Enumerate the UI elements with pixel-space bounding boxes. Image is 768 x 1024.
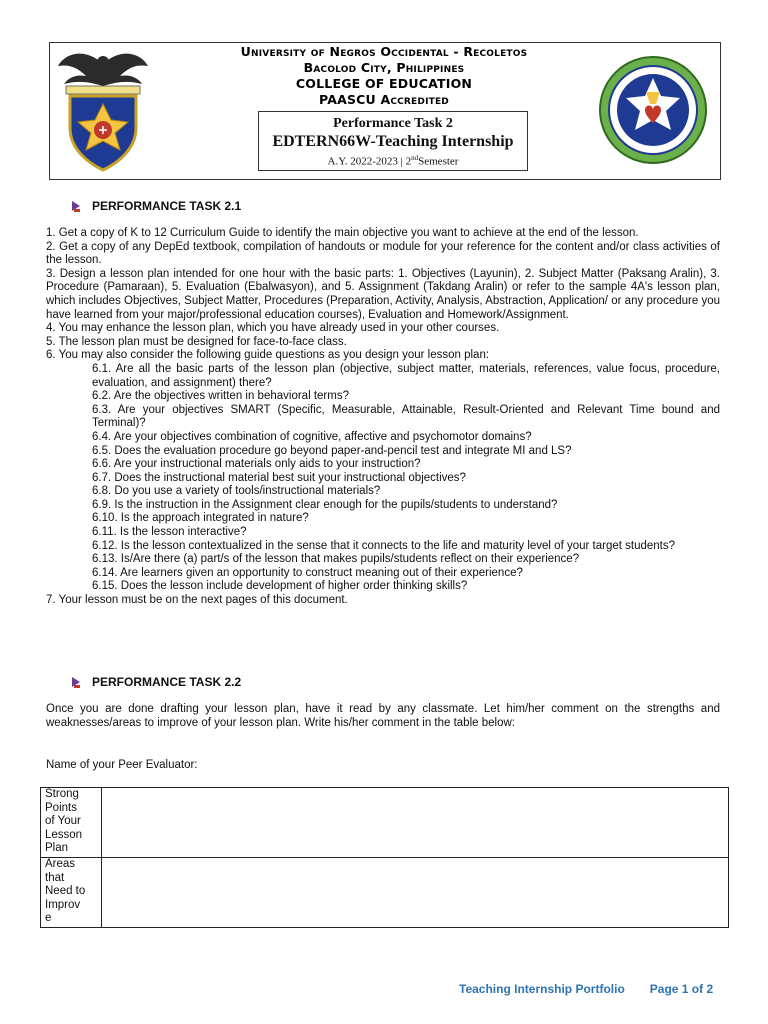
task-title: Performance Task 2 bbox=[333, 116, 453, 131]
task22-heading bbox=[70, 675, 241, 689]
task21-item-3: 3. Design a lesson plan intended for one hour with the basic parts: 1. Objectives (Layunin), 2. Subject Matter (Paksang Aralin), 3. Procedure (Pamaraan), 5. Evaluation (Ebalwasyon), and 5. Assignment (Takdang Aralin) or refer to the sample 4A's lesson plan, which includes Objectives, Subject Matter, Procedures (Preparation, Activity, Analysis, Abstraction, Application/ or any procedure you have learned from your major/professional education courses), Evaluation and Homework/Assignment. bbox=[46, 267, 720, 321]
task22-body bbox=[46, 703, 720, 730]
task21-item-1: 1. Get a copy of K to 12 Curriculum Guide to identify the main objective you want to achieve at the end of the lesson. bbox=[46, 227, 639, 239]
areas-to-improve-label: Areas that Need to Improv e bbox=[41, 858, 102, 928]
task21-item-5: 5. The lesson plan must be designed for face-to-face class. bbox=[46, 335, 347, 348]
footer-portfolio: Teaching Internship Portfolio bbox=[459, 982, 625, 996]
college-seal-icon bbox=[598, 54, 708, 166]
arrow-bullet-icon bbox=[70, 200, 82, 212]
task-title-box bbox=[258, 111, 528, 171]
task21-item-4: 4. You may enhance the lesson plan, which you have already used in your other courses. bbox=[46, 322, 500, 335]
university-info bbox=[160, 44, 608, 108]
guide-question: 6.15. Does the lesson include development of higher order thinking skills? bbox=[92, 580, 468, 593]
task22-intro: Once you are done drafting your lesson plan, have it read by any classmate. Let him/her comment on the strengths and weaknesses/areas to improve of your lesson plan. Write his/her comment in the table below: bbox=[46, 703, 720, 729]
task21-item-6: 6. You may also consider the following guide questions as you design your lesson plan: bbox=[46, 349, 490, 362]
page-footer bbox=[459, 982, 713, 996]
university-city: Bacolod City, Philippines bbox=[303, 60, 465, 75]
arrow-bullet-icon bbox=[70, 676, 82, 688]
task21-heading bbox=[70, 199, 241, 213]
course-title: EDTERN66W-Teaching Internship bbox=[272, 133, 514, 150]
college-name: COLLEGE OF EDUCATION bbox=[295, 76, 473, 91]
university-name: University of Negros Occidental - Recoletos bbox=[240, 44, 528, 59]
footer-page-number: Page 1 of 2 bbox=[649, 982, 714, 996]
guide-question: 6.14. Are learners given an opportunity to construct meaning out of their experience? bbox=[92, 566, 523, 579]
peer-evaluation-table bbox=[40, 787, 729, 928]
task21-body bbox=[46, 227, 720, 608]
guide-question: 6.8. Do you use a variety of tools/instructional materials? bbox=[92, 485, 381, 498]
strong-points-label: Strong Points of Your Lesson Plan bbox=[41, 788, 102, 858]
guide-question: 6.3. Are your objectives SMART (Specific, Measurable, Attainable, Result-Oriented and Relevant Time bound and Terminal)? bbox=[92, 403, 720, 430]
guide-question: 6.6. Are your instructional materials only aids to your instruction? bbox=[92, 458, 421, 471]
guide-question: 6.5. Does the evaluation procedure go beyond paper-and-pencil test and integrate MI and LS? bbox=[92, 444, 572, 457]
guide-question: 6.10. Is the approach integrated in nature? bbox=[92, 512, 309, 525]
task21-item-2: 2. Get a copy of any DepEd textbook, compilation of handouts or module for your reference for the content and/or class activities of the lesson. bbox=[46, 240, 720, 267]
task21-item-7: 7. Your lesson must be on the next pages of this document. bbox=[46, 594, 348, 607]
task21-heading-text: PERFORMANCE TASK 2.1 bbox=[92, 199, 242, 213]
guide-question: 6.4. Are your objectives combination of cognitive, affective and psychomotor domains? bbox=[92, 430, 532, 443]
guide-question: 6.12. Is the lesson contextualized in the sense that it connects to the life and maturity level of your target students? bbox=[92, 539, 676, 552]
university-seal-icon bbox=[56, 46, 150, 174]
peer-evaluator-label: Name of your Peer Evaluator: bbox=[46, 759, 198, 771]
accreditation: PAASCU Accredited bbox=[319, 92, 449, 107]
academic-year: A.Y. 2022-2023 | 2ndSemester bbox=[327, 154, 459, 168]
guide-question: 6.11. Is the lesson interactive? bbox=[92, 526, 247, 539]
areas-to-improve-cell[interactable] bbox=[102, 858, 729, 928]
guide-question: 6.2. Are the objectives written in behavioral terms? bbox=[92, 390, 349, 403]
guide-question: 6.13. Is/Are there (a) part/s of the lesson that makes pupils/students reflect on their experience? bbox=[92, 553, 580, 566]
task22-heading-text: PERFORMANCE TASK 2.2 bbox=[92, 675, 242, 689]
table-row bbox=[41, 858, 729, 928]
strong-points-cell[interactable] bbox=[102, 788, 729, 858]
table-row bbox=[41, 788, 729, 858]
guide-question: 6.7. Does the instructional material best suit your instructional objectives? bbox=[92, 471, 466, 484]
guide-question: 6.1. Are all the basic parts of the lesson plan (objective, subject matter, materials, references, value focus, procedure, evaluation, and assignment) there? bbox=[92, 362, 720, 389]
guide-question: 6.9. Is the instruction in the Assignment clear enough for the pupils/students to understand? bbox=[92, 498, 558, 511]
